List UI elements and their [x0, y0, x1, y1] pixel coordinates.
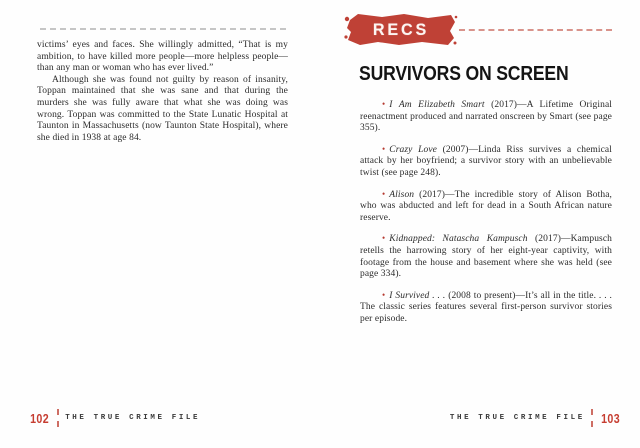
rec-item-title: I Survived . . . [389, 290, 446, 301]
recs-badge-label: RECS [372, 19, 430, 39]
rec-item-description: (2017)—The incredible story of Alison Botha, who was abducted and left for dead in a South African nature reserve. [360, 189, 612, 223]
rec-item-description: (2008 to present)—It’s all in the title. . . . The classic series features several first-person survivor stories per episode. [360, 290, 613, 324]
bullet-icon: • [382, 289, 386, 300]
rec-item-title: Alison [389, 189, 415, 200]
rec-item-description: (2017)—A Lifetime Original reenactment produced and narrated onscreen by Smart (see page 355). [360, 100, 612, 134]
footer-divider-dashed [591, 409, 593, 427]
book-title-left: THE TRUE CRIME FILE [65, 414, 201, 422]
paragraph-continuation: victims’ eyes and faces. She willingly admitted, “That is my ambition, to have killed more people—more helpless people—than any man or woman who has ever lived.” [37, 40, 288, 74]
paragraph: Although she was found not guilty by reason of insanity, Toppan maintained that she was sane and that during the murders she was fully aware that what she was doing was wrong. Toppan was committed to the State Lunatic Hospital at Taunton in Massachusetts (now Taunton State Hospital), where she died in 1938 at age 84. [37, 74, 288, 143]
rec-item [360, 189, 612, 225]
bullet-icon: • [382, 233, 386, 244]
rec-item [360, 144, 612, 180]
rec-item [360, 99, 612, 135]
recommendation-list [360, 99, 612, 335]
rec-item-title: Kidnapped: Natascha Kampusch [389, 234, 528, 245]
rec-item [360, 233, 612, 280]
left-text-block [37, 40, 288, 144]
recs-stamp-badge [344, 12, 458, 47]
bullet-icon: • [382, 188, 386, 199]
top-dashed-rule-right [459, 29, 612, 31]
top-dashed-rule-left [40, 28, 286, 30]
bullet-icon: • [382, 143, 386, 154]
rec-item-title: I Am Elizabeth Smart [389, 100, 485, 110]
bullet-icon: • [382, 99, 386, 109]
page-number-left: 102 [30, 410, 50, 426]
footer-right [450, 409, 622, 427]
rec-item [360, 290, 612, 326]
rec-item-description: (2017)—Kampusch retells the harrowing story of her eight-year captivity, with footage from the house and basement where she was held (see page 334). [360, 234, 613, 280]
book-title-right: THE TRUE CRIME FILE [449, 414, 585, 422]
section-heading: SURVIVORS ON SCREEN [359, 63, 569, 85]
footer-divider-dashed [57, 409, 59, 427]
footer-left [28, 409, 200, 427]
rec-item-title: Crazy Love [389, 144, 437, 155]
page-number-right: 103 [600, 410, 620, 426]
rec-item-description: (2007)—Linda Riss survives a chemical attack by her boyfriend; a survivor story with an unbelievable twist (see page 248). [360, 144, 612, 178]
